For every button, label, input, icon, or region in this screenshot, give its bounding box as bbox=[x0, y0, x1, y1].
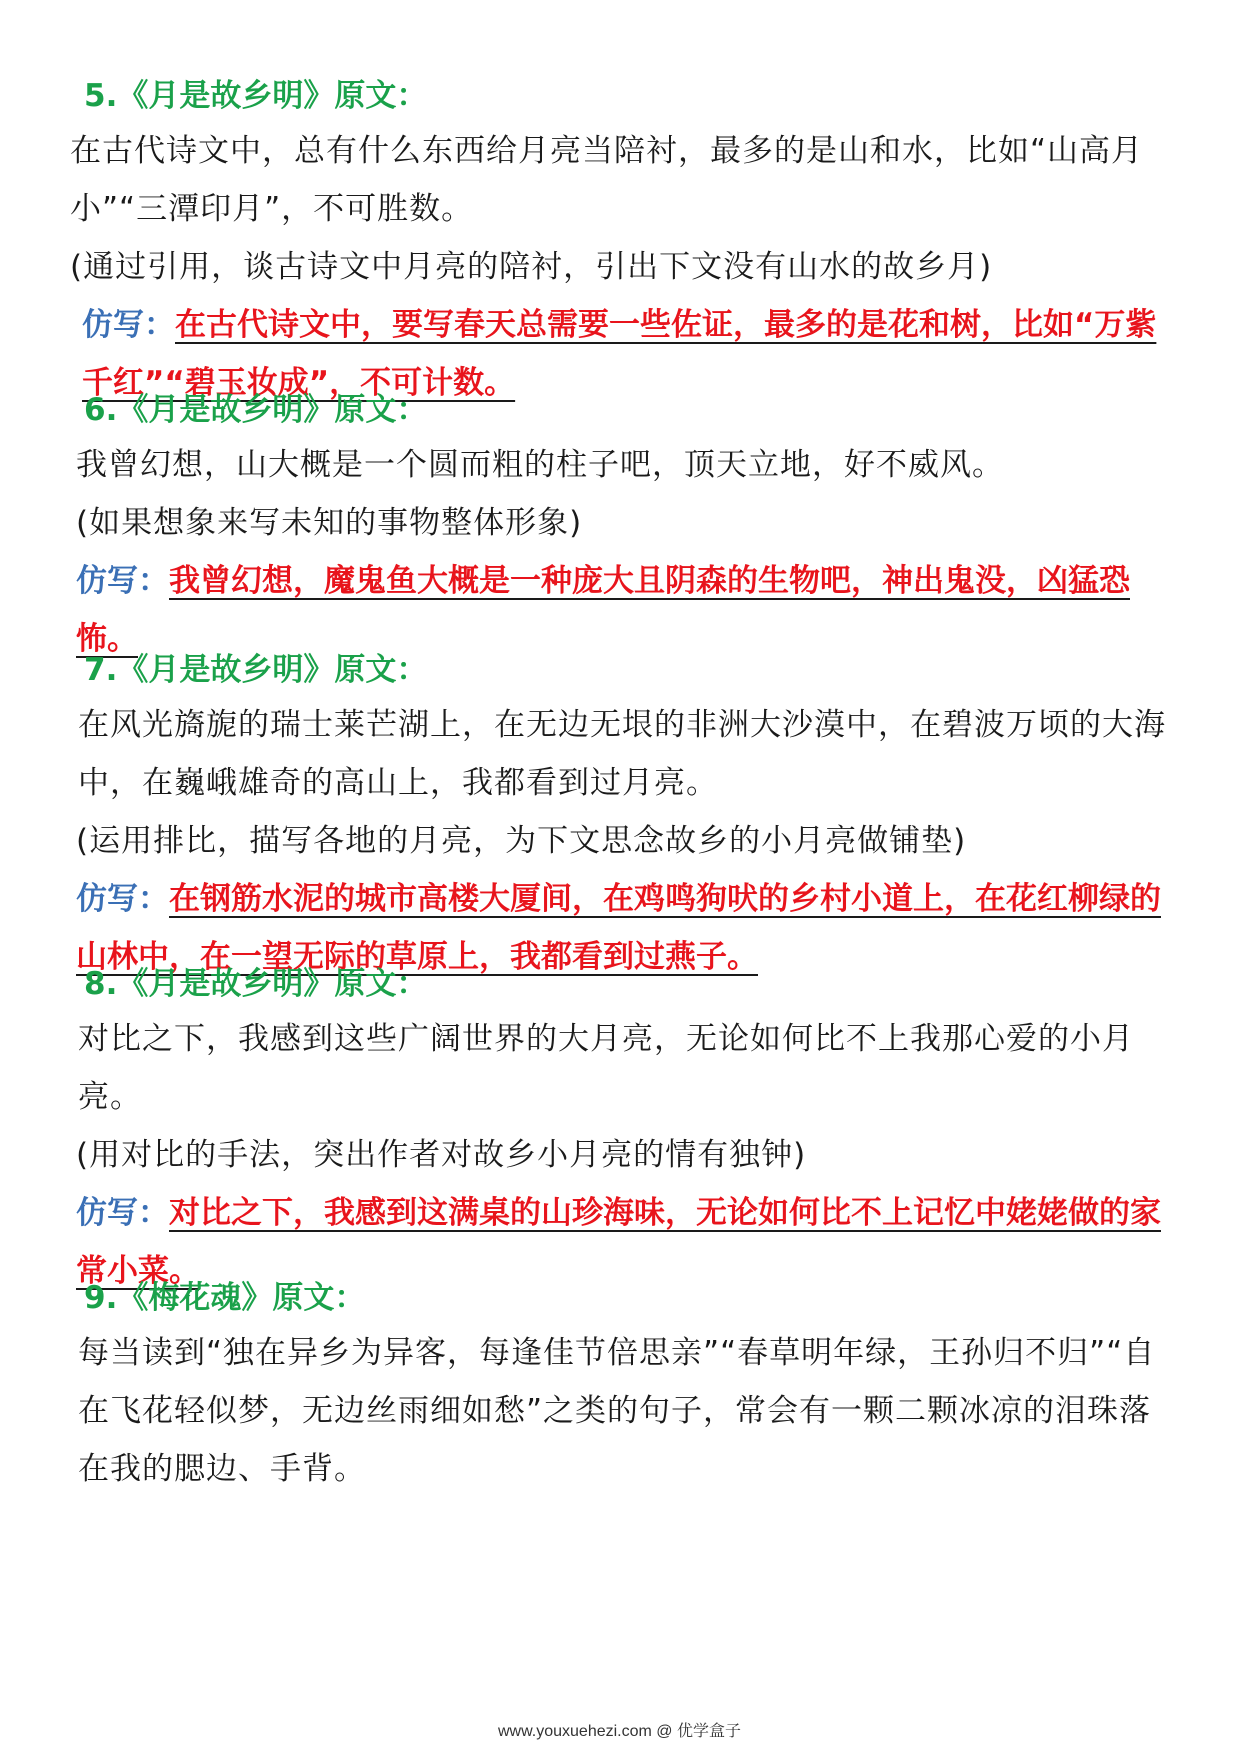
section-heading: 6.《月是故乡明》原文： bbox=[84, 392, 428, 428]
imitation-label: 仿写： bbox=[76, 1195, 169, 1231]
footer-watermark: www.youxuehezi.com @ 优学盒子 bbox=[498, 1723, 741, 1740]
section-7 bbox=[70, 646, 1170, 986]
imitation-label: 仿写： bbox=[76, 881, 169, 917]
annotation-note: (如果想象来写未知的事物整体形象) bbox=[76, 505, 583, 541]
annotation-note: (通过引用，谈古诗文中月亮的陪衬，引出下文没有山水的故乡月) bbox=[70, 249, 993, 285]
section-8 bbox=[70, 960, 1170, 1300]
original-text: 我曾幻想，山大概是一个圆而粗的柱子吧，顶天立地，好不威风。 bbox=[76, 447, 1004, 483]
annotation-note: (用对比的手法，突出作者对故乡小月亮的情有独钟) bbox=[76, 1137, 807, 1173]
imitation-text: 在钢筋水泥的城市高楼大厦间，在鸡鸣狗吠的乡村小道上，在花红柳绿的山林中，在一望无际的草原上，我都看到过燕子。 bbox=[76, 881, 1161, 975]
imitation-text: 在古代诗文中，要写春天总需要一些佐证，最多的是花和树，比如“万紫千红”“碧玉妆成”，不可计数。 bbox=[82, 307, 1157, 401]
section-heading: 8.《月是故乡明》原文： bbox=[84, 966, 428, 1002]
imitation-text: 我曾幻想，魔鬼鱼大概是一种庞大且阴森的生物吧，神出鬼没，凶猛恐怖。 bbox=[76, 563, 1130, 657]
annotation-note: (运用排比，描写各地的月亮，为下文思念故乡的小月亮做铺垫) bbox=[76, 823, 967, 859]
original-text: 在古代诗文中，总有什么东西给月亮当陪衬，最多的是山和水，比如“山高月小”“三潭印月”，不可胜数。 bbox=[70, 133, 1144, 227]
imitation-text: 对比之下，我感到这满桌的山珍海味，无论如何比不上记忆中姥姥做的家常小菜。 bbox=[76, 1195, 1161, 1289]
original-text: 在风光旖旎的瑞士莱芒湖上，在无边无垠的非洲大沙漠中，在碧波万顷的大海中，在巍峨雄奇的高山上，我都看到过月亮。 bbox=[78, 707, 1166, 801]
section-9 bbox=[70, 1274, 1170, 1498]
imitation-label: 仿写： bbox=[76, 563, 169, 599]
section-5 bbox=[70, 72, 1170, 412]
section-heading: 9.《梅花魂》原文： bbox=[84, 1280, 366, 1316]
section-heading: 7.《月是故乡明》原文： bbox=[84, 652, 428, 688]
section-heading: 5.《月是故乡明》原文： bbox=[84, 78, 428, 114]
imitation-label: 仿写： bbox=[82, 307, 175, 343]
original-text: 对比之下，我感到这些广阔世界的大月亮，无论如何比不上我那心爱的小月亮。 bbox=[78, 1021, 1134, 1115]
section-6 bbox=[70, 386, 1170, 668]
original-text: 每当读到“独在异乡为异客，每逢佳节倍思亲”“春草明年绿，王孙归不归”“自在飞花轻似梦，无边丝雨细如愁”之类的句子，常会有一颗二颗冰凉的泪珠落在我的腮边、手背。 bbox=[78, 1335, 1156, 1487]
